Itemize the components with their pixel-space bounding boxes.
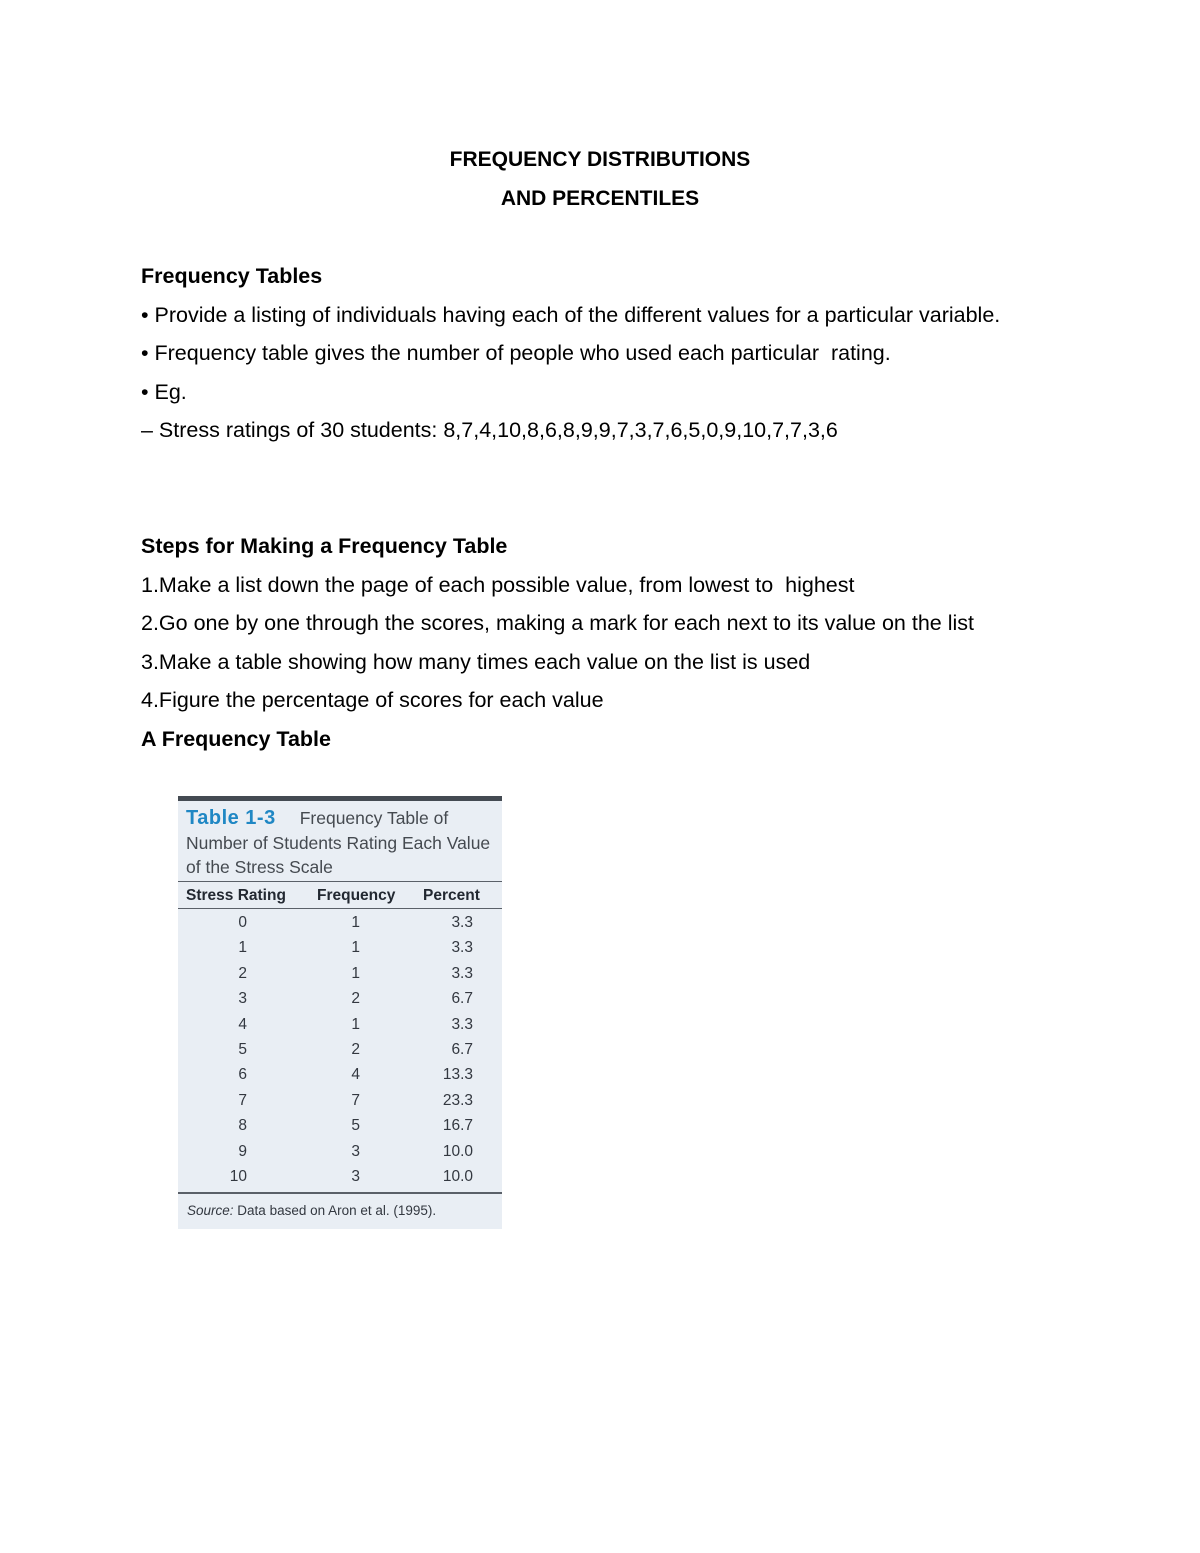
cell-percent: 23.3: [442, 1091, 473, 1109]
cell-stress-rating: 0: [238, 914, 247, 931]
column-header-stress-rating: Stress Rating: [186, 887, 286, 904]
frequency-table-figure: [178, 796, 502, 1229]
cell-stress-rating: 4: [238, 1015, 247, 1033]
table-row: [178, 1062, 502, 1087]
frequency-tables-section: [141, 257, 1061, 450]
step-item: 3.Make a table showing how many times each value on the list is used: [141, 649, 811, 674]
cell-frequency: 3: [351, 1168, 360, 1185]
table-row: [178, 935, 502, 960]
cell-stress-rating: 3: [238, 990, 247, 1008]
steps-section: [141, 527, 1061, 759]
table-label: Table 1-3: [186, 807, 276, 829]
table-caption-text: Frequency Table of Number of Students Rating Each Value of the Stress Scale: [186, 808, 491, 877]
section-heading-steps: Steps for Making a Frequency Table: [141, 534, 508, 558]
cell-stress-rating: 9: [238, 1142, 247, 1160]
table-row: [178, 961, 502, 986]
header-top-rule: [178, 881, 502, 882]
cell-stress-rating: 8: [238, 1117, 247, 1135]
cell-stress-rating: 6: [238, 1066, 247, 1084]
table-source-note: [187, 1201, 436, 1221]
cell-frequency: 1: [351, 939, 360, 957]
cell-percent: 16.7: [442, 1117, 473, 1135]
step-item: 1.Make a list down the page of each possible value, from lowest to highest: [141, 572, 855, 597]
cell-percent: 3.3: [451, 1015, 473, 1033]
table-row: [178, 1164, 502, 1189]
page-title-line-1: FREQUENCY DISTRIBUTIONS: [449, 148, 751, 171]
bullet-item: • Eg.: [141, 379, 187, 404]
cell-stress-rating: 2: [238, 964, 247, 982]
cell-stress-rating: 7: [238, 1091, 247, 1109]
cell-percent: 6.7: [451, 990, 473, 1008]
cell-frequency: 1: [351, 964, 360, 982]
cell-stress-rating: 1: [238, 939, 247, 957]
step-item: 4.Figure the percentage of scores for each value: [141, 688, 604, 713]
table-row: [178, 1037, 502, 1062]
cell-frequency: 1: [351, 914, 360, 931]
table-row: [178, 1088, 502, 1113]
source-text: Data based on Aron et al. (1995).: [237, 1203, 437, 1218]
source-label: Source:: [187, 1203, 234, 1218]
section-heading-frequency-tables: Frequency Tables: [141, 264, 323, 288]
figure-top-rule: [178, 796, 502, 801]
bullet-item: • Provide a listing of individuals having each of the different values for a particular variable.: [141, 302, 1001, 327]
step-item: 2.Go one by one through the scores, making a mark for each next to its value on the list: [141, 611, 974, 636]
cell-frequency: 7: [351, 1091, 360, 1109]
column-header-percent: Percent: [423, 887, 480, 904]
example-line: – Stress ratings of 30 students: 8,7,4,10,8,6,8,9,9,7,3,7,6,5,0,9,10,7,7,3,6: [141, 418, 838, 443]
bullet-item: • Frequency table gives the number of people who used each particular rating.: [141, 341, 891, 366]
column-header-frequency: Frequency: [317, 887, 396, 904]
table-row: [178, 986, 502, 1011]
cell-percent: 3.3: [451, 939, 473, 957]
cell-stress-rating: 5: [238, 1041, 247, 1058]
table-row: [178, 1012, 502, 1037]
cell-frequency: 1: [351, 1015, 360, 1033]
table-bottom-rule: [178, 1192, 502, 1194]
cell-frequency: 2: [351, 1041, 360, 1058]
table-row: [178, 1113, 502, 1138]
cell-percent: 10.0: [442, 1168, 473, 1185]
cell-percent: 10.0: [442, 1142, 473, 1160]
header-bottom-rule: [178, 908, 502, 909]
table-caption: [186, 806, 496, 880]
cell-percent: 13.3: [442, 1066, 473, 1084]
table-row: [178, 910, 502, 935]
section-heading-frequency-table: A Frequency Table: [141, 726, 331, 751]
cell-percent: 3.3: [451, 914, 473, 931]
table-row: [178, 1139, 502, 1164]
cell-frequency: 3: [351, 1142, 360, 1160]
cell-frequency: 4: [351, 1066, 360, 1084]
cell-percent: 3.3: [451, 964, 473, 982]
page-title-line-2: AND PERCENTILES: [500, 187, 700, 210]
cell-frequency: 5: [351, 1117, 360, 1135]
cell-percent: 6.7: [451, 1041, 473, 1058]
cell-stress-rating: 10: [229, 1168, 247, 1185]
cell-frequency: 2: [351, 990, 360, 1008]
